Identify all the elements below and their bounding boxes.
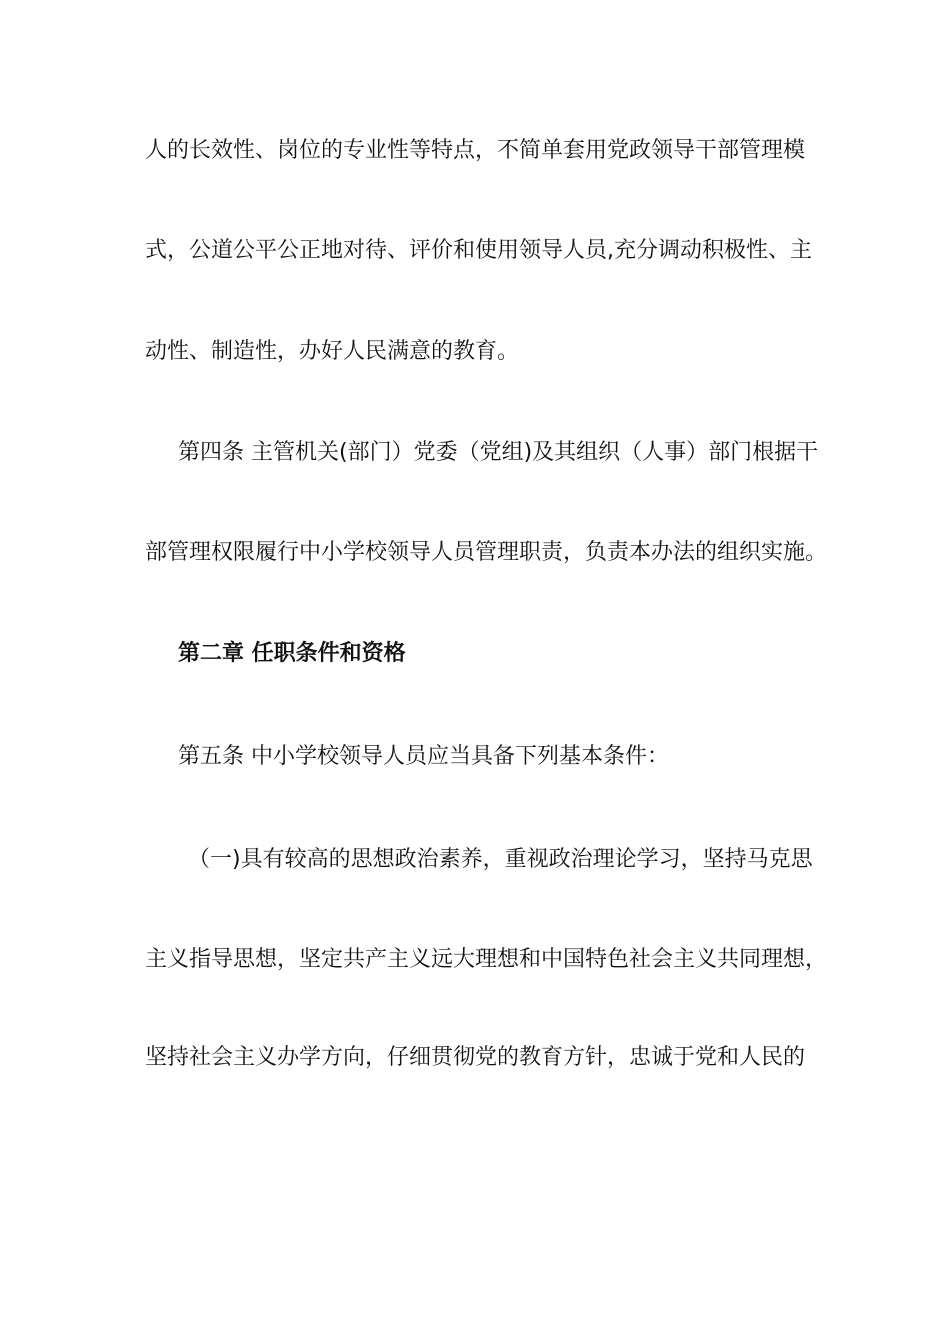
paragraph-line: 坚持社会主义办学方向，仔细贯彻党的教育方针，忠诚于党和人民的: [145, 1045, 806, 1070]
paragraph-line: 人的长效性、岗位的专业性等特点，不简单套用党政领导干部管理模: [145, 138, 806, 163]
paragraph-line: 主义指导思想，坚定共产主义远大理想和中国特色社会主义共同理想，: [145, 947, 828, 972]
chapter-heading: 第二章 任职条件和资格: [178, 641, 406, 666]
paragraph-line: 部管理权限履行中小学校领导人员管理职责，负责本办法的组织实施。: [145, 540, 828, 565]
article-5-line: 第五条 中小学校领导人员应当具备下列基本条件：: [178, 744, 669, 769]
paragraph-line: 动性、制造性，办好人民满意的教育。: [145, 339, 520, 364]
list-item-line: （一)具有较高的思想政治素养，重视政治理论学习，坚持马克思: [188, 847, 813, 872]
paragraph-line: 式，公道公平公正地对待、评价和使用领导人员,充分调动积极性、主: [145, 238, 812, 263]
article-4-line: 第四条 主管机关(部门）党委（党组)及其组织（人事）部门根据干: [178, 440, 819, 465]
